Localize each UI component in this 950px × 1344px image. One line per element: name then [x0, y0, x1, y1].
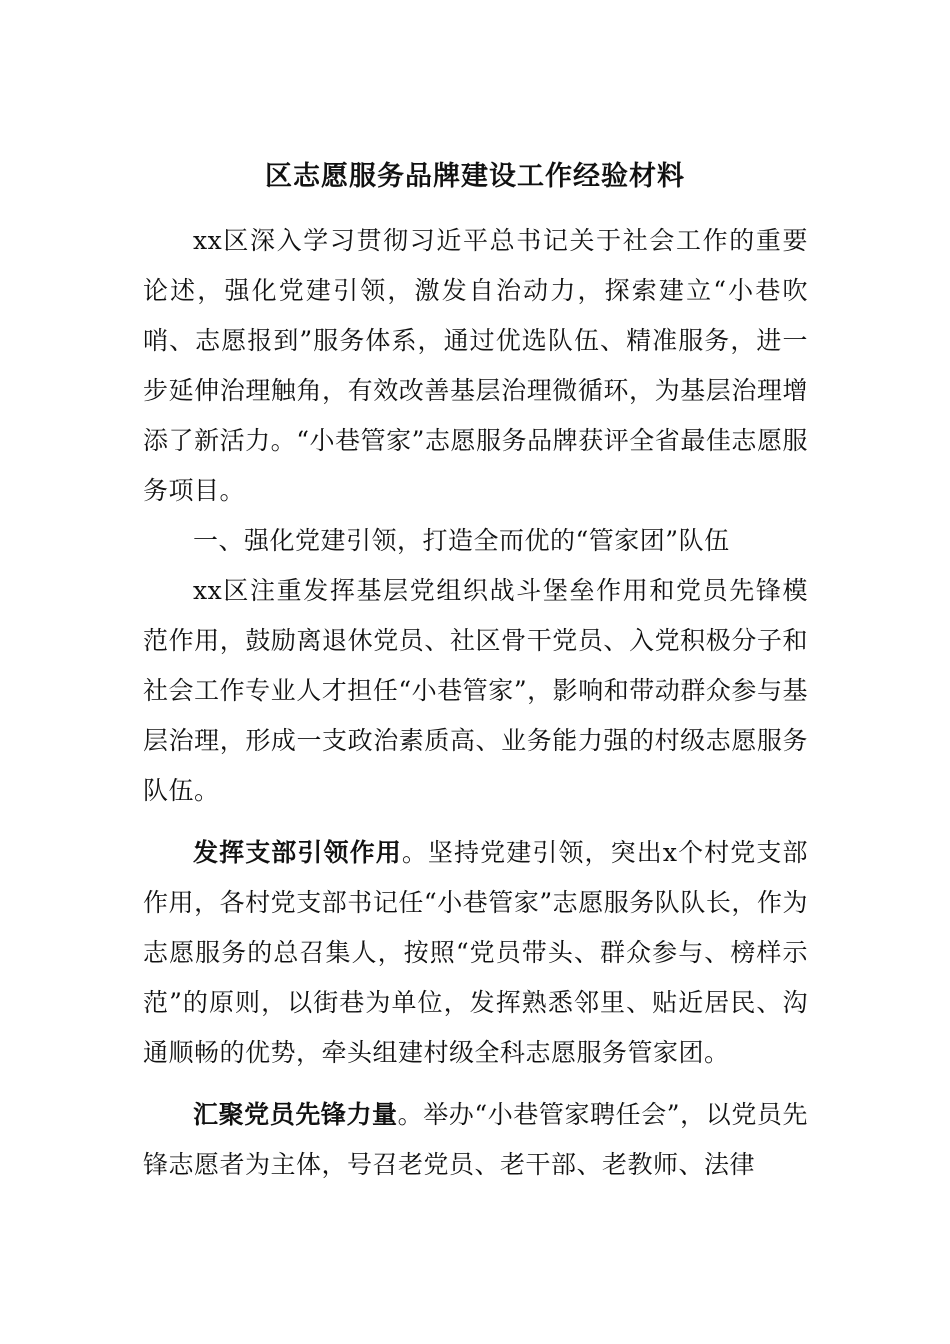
document-title: 区志愿服务品牌建设工作经验材料 [265, 161, 685, 192]
point-body-2: 。举办“小巷管家聘任会”，以党员先锋志愿者为主体，号召老党员、老干部、老教师、法律 [143, 1100, 808, 1179]
section-body-paragraph: xx区注重发挥基层党组织战斗堡垒作用和党员先锋模范作用，鼓励离退休党员、社区骨干党员、入党积极分子和社会工作专业人才担任“小巷管家”，影响和带动群众参与基层治理，形成一支政治素质高、业务能力强的村级志愿服务队伍。 [143, 576, 808, 805]
intro-paragraph: xx区深入学习贯彻习近平总书记关于社会工作的重要论述，强化党建引领，激发自治动力，探索建立“小巷吹哨、志愿报到”服务体系，通过优选队伍、精准服务，进一步延伸治理触角，有效改善基层治理微循环，为基层治理增添了新活力。“小巷管家”志愿服务品牌获评全省最佳志愿服务项目。 [143, 226, 808, 505]
section-heading: 一、强化党建引领，打造全而优的“管家团”队伍 [193, 526, 730, 555]
document-body [143, 216, 808, 1190]
point-paragraph-2 [143, 1090, 808, 1190]
point-body-1: 。坚持党建引领，突出x个村党支部作用，各村党支部书记任“小巷管家”志愿服务队队长，作为志愿服务的总召集人，按照“党员带头、群众参与、榜样示范”的原则，以街巷为单位，发挥熟悉邻里、贴近居民、沟通顺畅的优势，牵头组建村级全科志愿服务管家团。 [143, 838, 808, 1067]
point-lead-1: 发挥支部引领作用 [193, 838, 402, 867]
point-lead-2: 汇聚党员先锋力量 [193, 1100, 398, 1129]
point-paragraph-1 [143, 828, 808, 1078]
